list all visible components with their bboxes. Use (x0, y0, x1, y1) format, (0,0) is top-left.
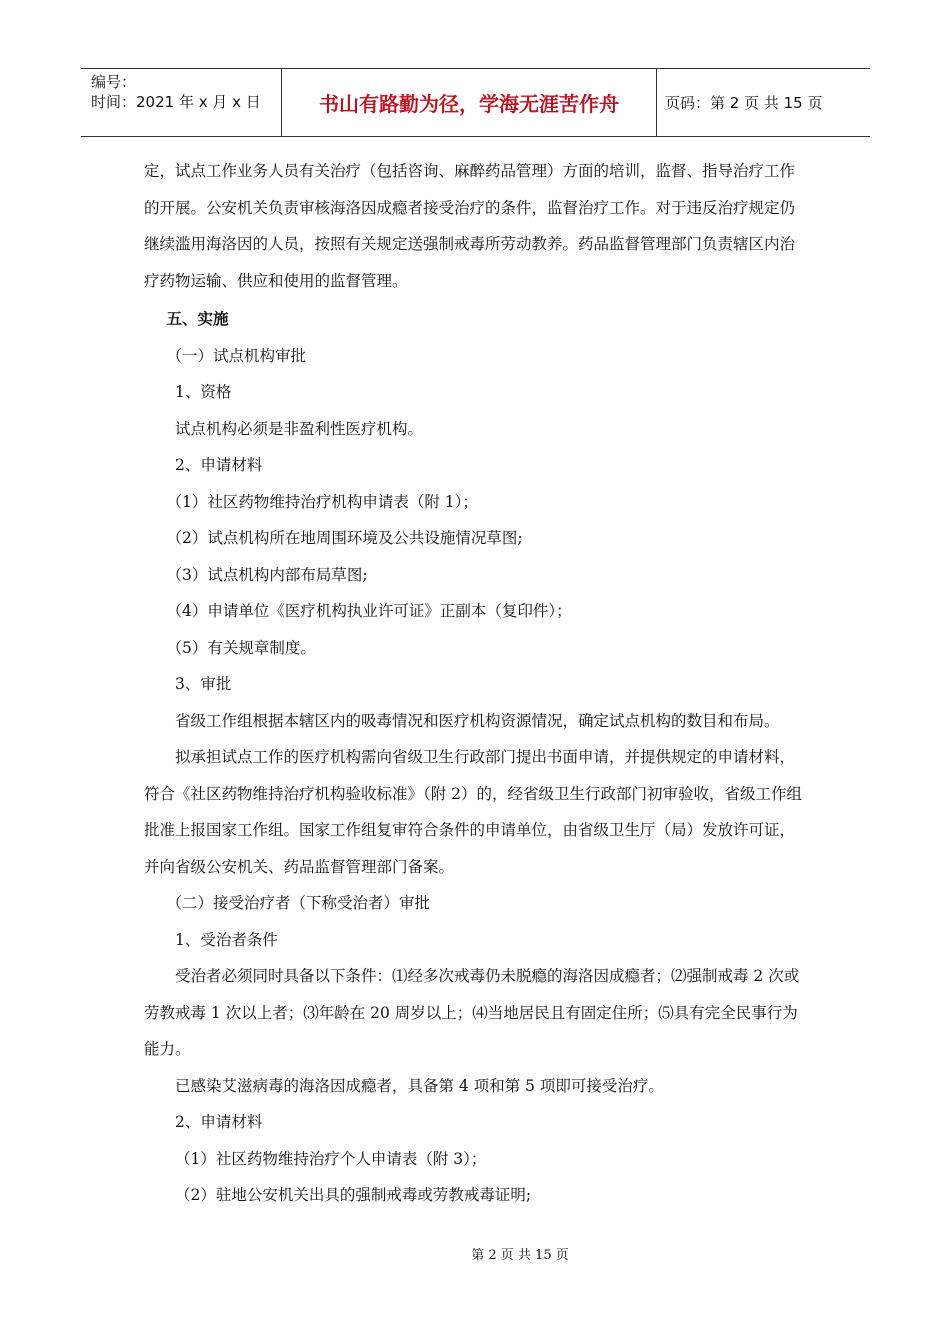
item-heading: 2、申请材料 (175, 1113, 263, 1131)
list-item: （4）申请单位《医疗机构执业许可证》正副本（复印件）； (166, 602, 572, 620)
list-item: （5）有关规章制度。 (166, 638, 316, 657)
paragraph: 已感染艾滋病毒的海洛因成瘾者，具备第 4 项和第 5 项即可接受治疗。 (175, 1076, 664, 1095)
subsection-heading: （一）试点机构审批 (166, 346, 306, 365)
paragraph: 试点机构必须是非盈利性医疗机构。 (175, 419, 424, 438)
item-heading: 1、受治者条件 (175, 930, 278, 949)
list-item: （1）社区药物维持治疗机构申请表（附 1）； (166, 492, 478, 511)
subsection-heading: （二）接受治疗者（下称受治者）审批 (166, 894, 430, 912)
item-heading: 2、申请材料 (175, 456, 263, 474)
doc-time-label: 时间：2021 年 x 月 x 日 (91, 93, 261, 111)
section-heading: 五、实施 (166, 309, 229, 328)
paragraph: 省级工作组根据本辖区内的吸毒情况和医疗机构资源情况，确定试点机构的数目和布局。 (175, 711, 780, 730)
item-heading: 1、资格 (175, 383, 232, 401)
page-footer: 第 2 页 共 15 页 (471, 1248, 569, 1263)
item-heading: 3、审批 (175, 675, 232, 693)
header-motto: 书山有路勤为径，学海无涯苦作舟 (281, 69, 657, 136)
page-header (81, 68, 870, 137)
list-item: （2）驻地公安机关出具的强制戒毒或劳教戒毒证明; (175, 1186, 532, 1204)
list-item: （2）试点机构所在地周围环境及公共设施情况草图; (166, 529, 523, 547)
header-meta (81, 69, 281, 136)
list-item: （1）社区药物维持治疗个人申请表（附 3）； (175, 1149, 487, 1168)
list-item: （3）试点机构内部布局草图; (166, 565, 368, 584)
document-body (144, 153, 809, 1214)
paragraph: 拟承担试点工作的医疗机构需向省级卫生行政部门提出书面申请，并提供规定的申请材料，符合《社区药物维持治疗机构验收标准》（附 2）的，经省级卫生行政部门初审验收，省级工作组批准上报国家工作组。国家工作组复审符合条件的申请单位，由省级卫生厅（局）发放许可证，并向省级公安机关、药品监督管理部门备案。 (144, 748, 803, 876)
paragraph: 定，试点工作业务人员有关治疗（包括咨询、麻醉药品管理）方面的培训，监督、指导治疗工作的开展。公安机关负责审核海洛因成瘾者接受治疗的条件，监督治疗工作。对于违反治疗规定仍继续滥用海洛因的人员，按照有关规定送强制戒毒所劳动教养。药品监督管理部门负责辖区内治疗药物运输、供应和使用的监督管理。 (144, 162, 796, 290)
paragraph: 受治者必须同时具备以下条件：⑴经多次戒毒仍未脱瘾的海洛因成瘾者；⑵强制戒毒 2 次或劳教戒毒 1 次以上者；⑶年龄在 20 周岁以上；⑷当地居民且有固定住所；⑸具有完全民事行为能力。 (144, 967, 800, 1058)
header-page-label: 页码：第 2 页 共 15 页 (665, 94, 823, 112)
doc-number-label: 编号： (91, 73, 137, 91)
